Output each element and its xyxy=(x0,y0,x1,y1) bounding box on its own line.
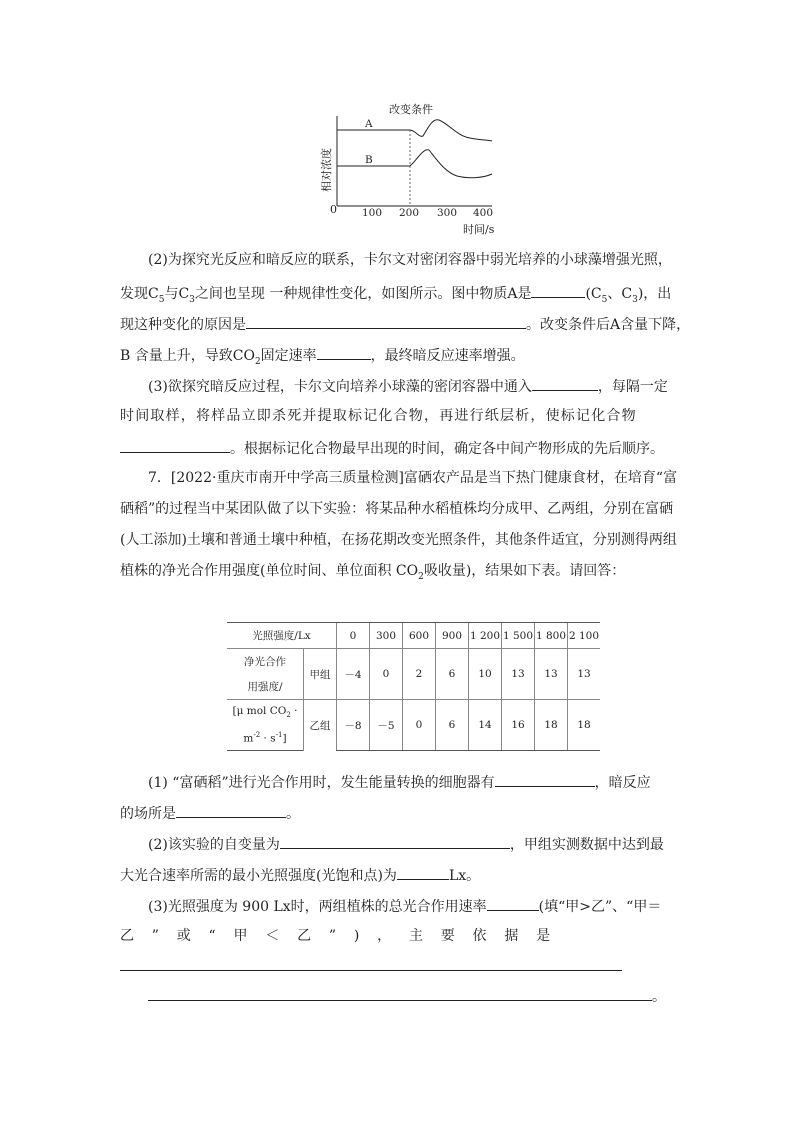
curve-b-label: B xyxy=(365,154,373,166)
text: · s xyxy=(260,732,276,745)
header-label: 光照强度/Lx xyxy=(227,623,337,649)
answer-blank[interactable] xyxy=(120,437,230,453)
cell: 2 xyxy=(403,649,436,700)
answer-blank[interactable] xyxy=(397,864,449,880)
cell: －4 xyxy=(337,649,370,700)
cell: －8 xyxy=(337,700,370,751)
curve-b xyxy=(337,150,492,178)
cell: －5 xyxy=(370,700,403,751)
x-axis-label: 时间/s xyxy=(463,223,495,236)
x-tick: 100 xyxy=(362,207,383,219)
cell: 6 xyxy=(436,649,469,700)
cell: 0 xyxy=(370,649,403,700)
subscript: 2 xyxy=(286,711,291,720)
answer-blank[interactable] xyxy=(532,375,598,391)
answer-blank[interactable] xyxy=(495,771,595,787)
subscript: 3 xyxy=(189,294,195,305)
text: Lx。 xyxy=(448,868,481,884)
end-period: 。 xyxy=(652,989,666,1005)
text: 。根据标记化合物最早出现的时间，确定各中间产物形成的先后顺序。 xyxy=(230,441,664,457)
text: 吸收量)，结果如下表。请回答： xyxy=(423,563,626,579)
q6-p2-line4 xyxy=(120,344,760,372)
header-cell: 1 200 xyxy=(469,623,502,649)
row-label: 净光合作 xyxy=(227,649,304,675)
cell: 18 xyxy=(535,700,568,751)
concentration-figure xyxy=(315,98,505,238)
q6-p2-line1: (2)为探究光反应和暗反应的联系，卡尔文对密闭容器中弱光培养的小球藻增强光照， xyxy=(148,252,672,268)
text: 之间也呈现 一种规律性变化，如图所示。图中物质A是 xyxy=(194,286,532,302)
q6-p3-line2: 时间取样，将样品立即杀死并提取标记化合物，再进行纸层析，使标记化合物 xyxy=(120,408,637,424)
text: (C xyxy=(585,286,602,302)
x-tick: 400 xyxy=(473,207,494,219)
text: (3)欲探究暗反应过程，卡尔文向培养小球藻的密闭容器中通入 xyxy=(148,379,532,395)
header-cell: 1 500 xyxy=(502,623,535,649)
subscript: 5 xyxy=(601,294,608,305)
cell: 16 xyxy=(502,700,535,751)
text: [μ mol CO xyxy=(232,705,287,718)
text: ] xyxy=(282,732,287,745)
text: ，每隔一定 xyxy=(597,379,668,395)
row-label xyxy=(227,700,304,726)
text: 的场所是 xyxy=(120,806,176,822)
answer-blank[interactable] xyxy=(176,802,286,818)
answer-blank[interactable] xyxy=(317,344,371,360)
text: (3)光照强度为 900 Lx时，两组植株的总光合作用速率 xyxy=(148,899,487,915)
answer-blank[interactable] xyxy=(487,895,539,911)
text: m xyxy=(243,732,254,745)
answer-line[interactable] xyxy=(120,970,622,971)
text: )，出 xyxy=(637,286,672,302)
table-row xyxy=(227,700,600,726)
text: 大光合速率所需的最小光照强度(光饱和点)为 xyxy=(120,868,397,884)
origin-label: 0 xyxy=(330,203,337,216)
text: 植株的净光合作用强度(单位时间、单位面积 CO xyxy=(120,563,419,579)
answer-blank[interactable] xyxy=(531,282,585,298)
q7-line4 xyxy=(120,561,760,587)
q7-s3-line1 xyxy=(148,895,748,917)
cell: 0 xyxy=(403,700,436,751)
q6-p2-line2 xyxy=(120,282,760,310)
text: (2)该实验的自变量为 xyxy=(148,837,280,853)
row-label xyxy=(227,725,304,751)
text: B 含量上升，导致CO xyxy=(120,348,255,364)
photosynthesis-table xyxy=(227,622,600,751)
table-header-row xyxy=(227,623,600,649)
text: (1) “富硒稻”进行光合作用时，发生能量转换的细胞器有 xyxy=(148,775,495,791)
q7-s2-line1 xyxy=(148,833,748,855)
cell: 13 xyxy=(502,649,535,700)
group-b-label: 乙组 xyxy=(304,700,337,751)
q6-p2-line3 xyxy=(120,313,760,335)
x-tick: 200 xyxy=(399,207,420,219)
text: 与C xyxy=(164,286,190,302)
curve-a-label: A xyxy=(365,118,373,130)
q7-s3-line2: 乙 ” 或 “ 甲 ＜ 乙 ” ) ， 主 要 依 据 是 xyxy=(120,928,551,944)
q7-s1-line2 xyxy=(120,802,760,824)
answer-blank[interactable] xyxy=(246,313,526,329)
header-cell: 2 100 xyxy=(568,623,601,649)
y-axis-label: 相对浓度 xyxy=(320,148,333,192)
text: ，暗反应 xyxy=(594,775,651,791)
row-label: 用强度/ xyxy=(247,681,283,693)
figure-title: 改变条件 xyxy=(389,103,433,116)
text: 现这种变化的原因是 xyxy=(120,317,246,333)
q7-line2: 硒稻”的过程当中某团队做了以下实验：将某品种水稻植株均分成甲、乙两组，分别在富硒 xyxy=(120,501,674,517)
answer-blank[interactable] xyxy=(280,833,510,849)
cell: 13 xyxy=(568,649,601,700)
group-a-label: 甲组 xyxy=(304,649,337,700)
answer-line[interactable] xyxy=(148,1000,652,1001)
header-cell: 900 xyxy=(436,623,469,649)
header-cell: 300 xyxy=(370,623,403,649)
header-cell: 1 800 xyxy=(535,623,568,649)
text: 、C xyxy=(607,286,633,302)
table-row xyxy=(227,649,600,675)
text: 。改变条件后A含量下降， xyxy=(526,317,691,333)
cell: 6 xyxy=(436,700,469,751)
curve-a xyxy=(337,120,492,141)
cell: 18 xyxy=(568,700,601,751)
subscript: 2 xyxy=(418,571,424,582)
text: 固定速率 xyxy=(260,348,317,364)
subscript: 2 xyxy=(254,356,261,367)
cell: 13 xyxy=(535,649,568,700)
cell: 10 xyxy=(469,649,502,700)
q7-s1-line1 xyxy=(148,771,748,793)
subscript: 3 xyxy=(632,294,638,305)
text: (填“甲>乙”、“甲＝ xyxy=(538,899,662,915)
text: ，最终暗反应速率增强。 xyxy=(370,348,525,364)
text: · xyxy=(290,705,298,718)
q7-s2-line2 xyxy=(120,864,760,886)
superscript: -1 xyxy=(275,730,283,739)
cell: 14 xyxy=(469,700,502,751)
header-cell: 600 xyxy=(403,623,436,649)
text: 。 xyxy=(286,806,300,822)
superscript: -2 xyxy=(253,730,261,739)
text: 发现C xyxy=(120,286,159,302)
text: ，甲组实测数据中达到最 xyxy=(509,837,664,853)
q7-line1: 7．[2022·重庆市南开中学高三质量检测]富硒农产品是当下热门健康食材，在培育“富 xyxy=(148,470,678,486)
q7-line3: (人工添加)土壤和普通土壤中种植，在扬花期改变光照条件，其他条件适宜，分别测得两组 xyxy=(120,532,677,548)
subscript: 5 xyxy=(158,294,165,305)
q6-p3-line1 xyxy=(148,375,748,397)
q6-p3-line3 xyxy=(120,437,760,459)
header-cell: 0 xyxy=(337,623,370,649)
x-tick: 300 xyxy=(437,207,458,219)
